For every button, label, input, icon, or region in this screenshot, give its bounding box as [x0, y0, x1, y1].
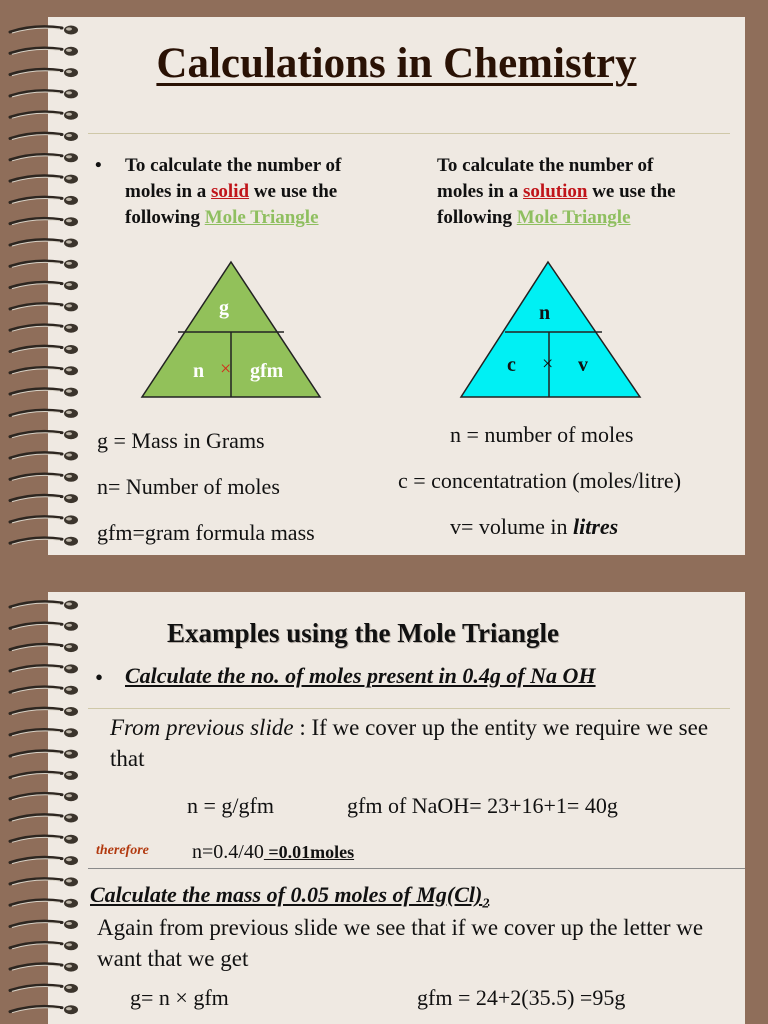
triangle-g-label: g: [219, 297, 229, 319]
slide-title: Examples using the Mole Triangle: [166, 618, 559, 648]
solid-instruction: To calculate the number of moles in a solid we use the following Mole Triangle: [125, 155, 342, 228]
triangle-c-label: c: [507, 354, 516, 376]
equation-n: n = g/gfm: [187, 793, 274, 818]
section-divider: [88, 868, 745, 869]
solution-keyword: solution: [523, 181, 588, 202]
definition-volume: v= volume in litres: [450, 514, 619, 539]
solution-instruction: To calculate the number of moles in a solution we use the following Mole Triangle: [437, 155, 676, 228]
definition-n: n= Number of moles: [97, 474, 280, 499]
divider: [88, 708, 730, 709]
mole-triangle-link: Mole Triangle: [204, 207, 319, 228]
triangle-n-label: n: [539, 302, 551, 324]
slide-title: Calculations in Chemistry: [156, 40, 637, 87]
definition-g: g = Mass in Grams: [97, 428, 265, 453]
equation-g: g= n × gfm: [130, 985, 229, 1010]
slide-1: [48, 17, 745, 555]
title-divider: [88, 133, 730, 134]
triangle-n-label: n: [193, 360, 205, 382]
bullet-marker: •: [95, 155, 102, 176]
multiply-sign: ×: [220, 358, 232, 380]
moles-calculation: n=0.4/40 =0.01moles: [192, 841, 355, 863]
therefore-label: therefore: [96, 843, 149, 858]
definition-n-moles: n = number of moles: [450, 422, 634, 447]
triangle-gfm-label: gfm: [250, 360, 284, 382]
question-1: Calculate the no. of moles present in 0.4g of Na OH: [125, 663, 596, 688]
solid-keyword: solid: [211, 181, 250, 202]
equation-gfm-naoh: gfm of NaOH= 23+16+1= 40g: [347, 793, 618, 818]
bullet-marker: •: [95, 665, 104, 690]
explanation-2: Again from previous slide we see that if we cover up the letter we want that we get: [97, 915, 704, 971]
explanation-1: From previous slide : If we cover up the entity we require we see that: [110, 715, 709, 771]
slide-2: [48, 592, 745, 1024]
triangle-v-label: v: [578, 354, 588, 376]
multiply-sign: ×: [542, 353, 554, 375]
question-2: Calculate the mass of 0.05 moles of $Mg(Cl)_2$: [90, 882, 490, 912]
spiral-binding: [0, 592, 90, 1024]
solution-mole-triangle: [459, 260, 643, 400]
spiral-binding: [0, 17, 90, 555]
equation-gfm-mgcl2: gfm = 24+2(35.5) =95g: [417, 985, 626, 1010]
mole-triangle-link: Mole Triangle: [516, 207, 631, 228]
definition-concentration: c = concentatration (moles/litre): [398, 468, 682, 493]
definition-gfm: gfm=gram formula mass: [97, 520, 315, 545]
